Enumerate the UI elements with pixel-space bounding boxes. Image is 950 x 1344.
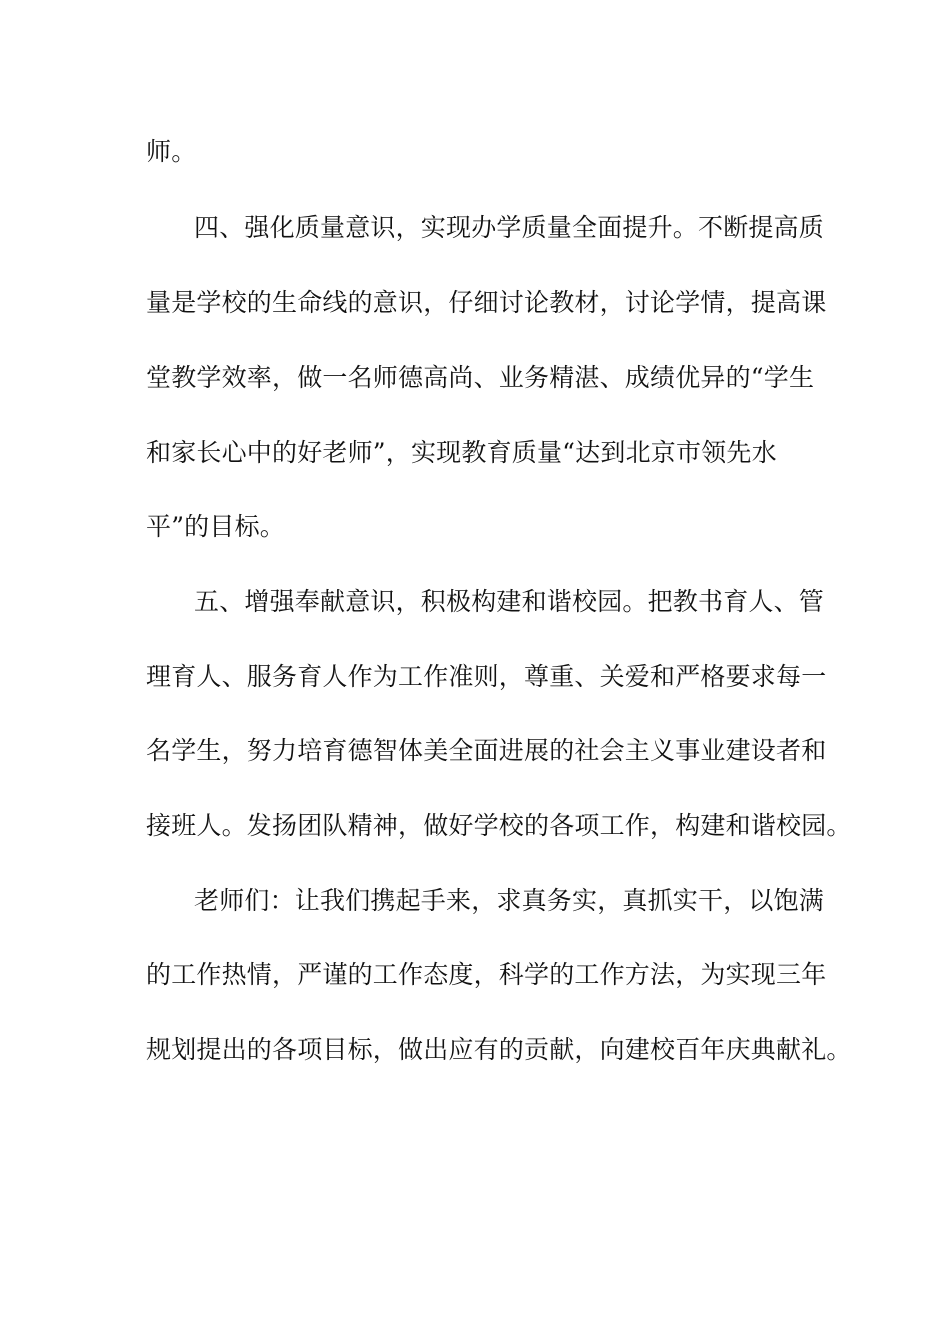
text-line-1: 师。 — [146, 137, 197, 166]
paragraph-4-line-1: 四、强化质量意识，实现办学质量全面提升。不断提高质 — [194, 213, 825, 242]
paragraph-5-line-3: 名学生，努力培育德智体美全面进展的社会主义事业建设者和 — [146, 736, 827, 765]
paragraph-5-line-1: 五、增强奉献意识，积极构建和谐校园。把教书育人、管 — [194, 587, 825, 616]
closing-paragraph-line-2: 的工作热情，严谨的工作态度，科学的工作方法，为实现三年 — [146, 960, 827, 989]
paragraph-4-line-3: 堂教学效率，做一名师德高尚、业务精湛、成绩优异的“学生 — [146, 363, 815, 392]
paragraph-4-line-4: 和家长心中的好老师”，实现教育质量“达到北京市领先水 — [146, 438, 777, 467]
paragraph-4-line-5: 平”的目标。 — [146, 512, 285, 541]
closing-paragraph-line-1: 老师们：让我们携起手来，求真务实，真抓实干，以饱满 — [194, 886, 825, 915]
paragraph-5-line-4: 接班人。发扬团队精神，做好学校的各项工作，构建和谐校园。 — [146, 811, 852, 840]
paragraph-4-line-2: 量是学校的生命线的意识，仔细讨论教材，讨论学情，提高课 — [146, 288, 827, 317]
closing-paragraph-line-3: 规划提出的各项目标，做出应有的贡献，向建校百年庆典献礼。 — [146, 1035, 852, 1064]
paragraph-5-line-2: 理育人、服务育人作为工作准则，尊重、关爱和严格要求每一 — [146, 662, 827, 691]
